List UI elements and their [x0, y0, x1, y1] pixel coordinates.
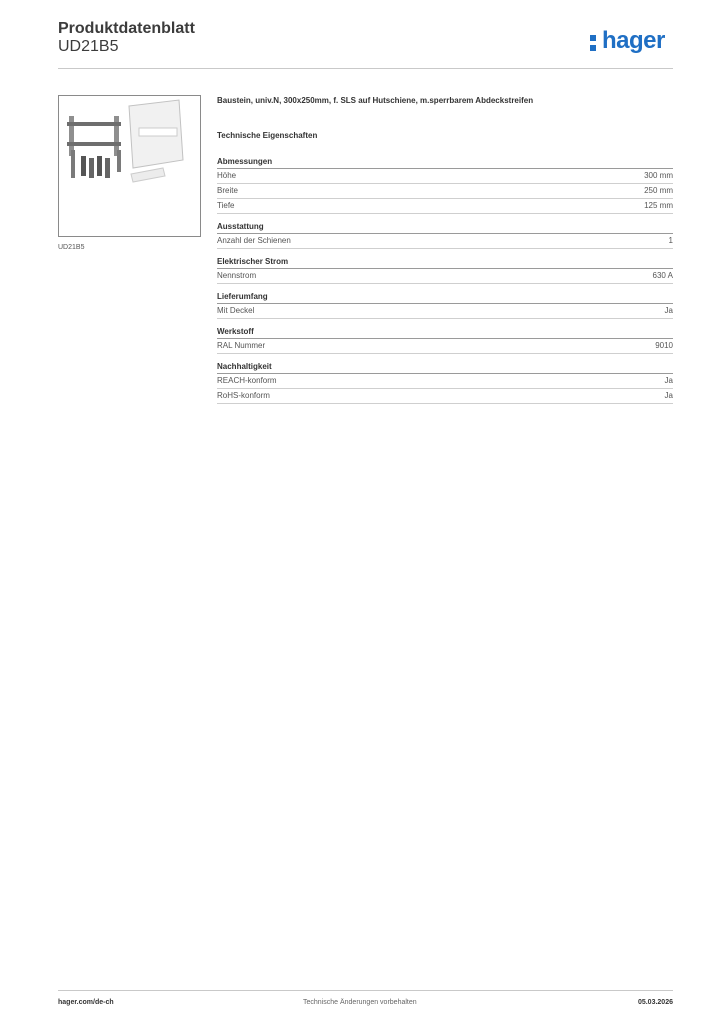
section-sustainability [217, 361, 673, 404]
property-value: 9010 [655, 341, 673, 350]
property-value: 1 [668, 236, 673, 245]
property-row [217, 234, 673, 249]
section-title: Elektrischer Strom [217, 256, 673, 269]
product-code: UD21B5 [58, 38, 119, 55]
header-divider [58, 68, 673, 69]
footer-date: 05.03.2026 [637, 999, 673, 1006]
footer-notice: Technische Änderungen vorbehalten [303, 999, 417, 1006]
image-caption: UD21B5 [58, 244, 85, 251]
section-title: Lieferumfang [217, 291, 673, 304]
property-label: REACH-konform [217, 376, 277, 385]
properties-sections [217, 156, 673, 411]
property-row [217, 169, 673, 184]
property-label: Breite [217, 186, 238, 195]
property-value: 250 mm [644, 186, 673, 195]
property-row [217, 339, 673, 354]
footer-divider [58, 990, 673, 991]
section-title: Ausstattung [217, 221, 673, 234]
property-row [217, 374, 673, 389]
section-title: Nachhaltigkeit [217, 361, 673, 374]
property-label: Mit Deckel [217, 306, 255, 315]
page-title: Produktdatenblatt [58, 20, 195, 37]
hager-logo [590, 27, 674, 59]
property-label: Anzahl der Schienen [217, 236, 291, 245]
section-title: Abmessungen [217, 156, 673, 169]
properties-heading: Technische Eigenschaften [217, 131, 318, 140]
section-delivery [217, 291, 673, 319]
property-value: 300 mm [644, 171, 673, 180]
property-row [217, 269, 673, 284]
property-label: RoHS-konform [217, 391, 270, 400]
property-value: 125 mm [644, 201, 673, 210]
footer-website-link[interactable]: hager.com/de-ch [58, 999, 114, 1006]
section-equipment [217, 221, 673, 249]
property-row [217, 199, 673, 214]
section-title: Werkstoff [217, 326, 673, 339]
property-row [217, 184, 673, 199]
property-value: Ja [664, 306, 673, 315]
property-value: Ja [664, 391, 673, 400]
product-description: Baustein, univ.N, 300x250mm, f. SLS auf Hutschiene, m.sperrbarem Abdeckstreifen [217, 96, 534, 105]
property-row [217, 304, 673, 319]
product-illustration-icon [59, 96, 200, 236]
logo-dots-icon [590, 35, 598, 55]
property-value: Ja [664, 376, 673, 385]
property-row [217, 389, 673, 404]
property-value: 630 A [652, 271, 673, 280]
property-label: Nennstrom [217, 271, 257, 280]
logo-text: hager [602, 27, 665, 54]
section-electrical [217, 256, 673, 284]
section-material [217, 326, 673, 354]
property-label: Tiefe [217, 201, 235, 210]
product-image [58, 95, 201, 237]
property-label: RAL Nummer [217, 341, 266, 350]
section-dimensions [217, 156, 673, 214]
property-label: Höhe [217, 171, 237, 180]
